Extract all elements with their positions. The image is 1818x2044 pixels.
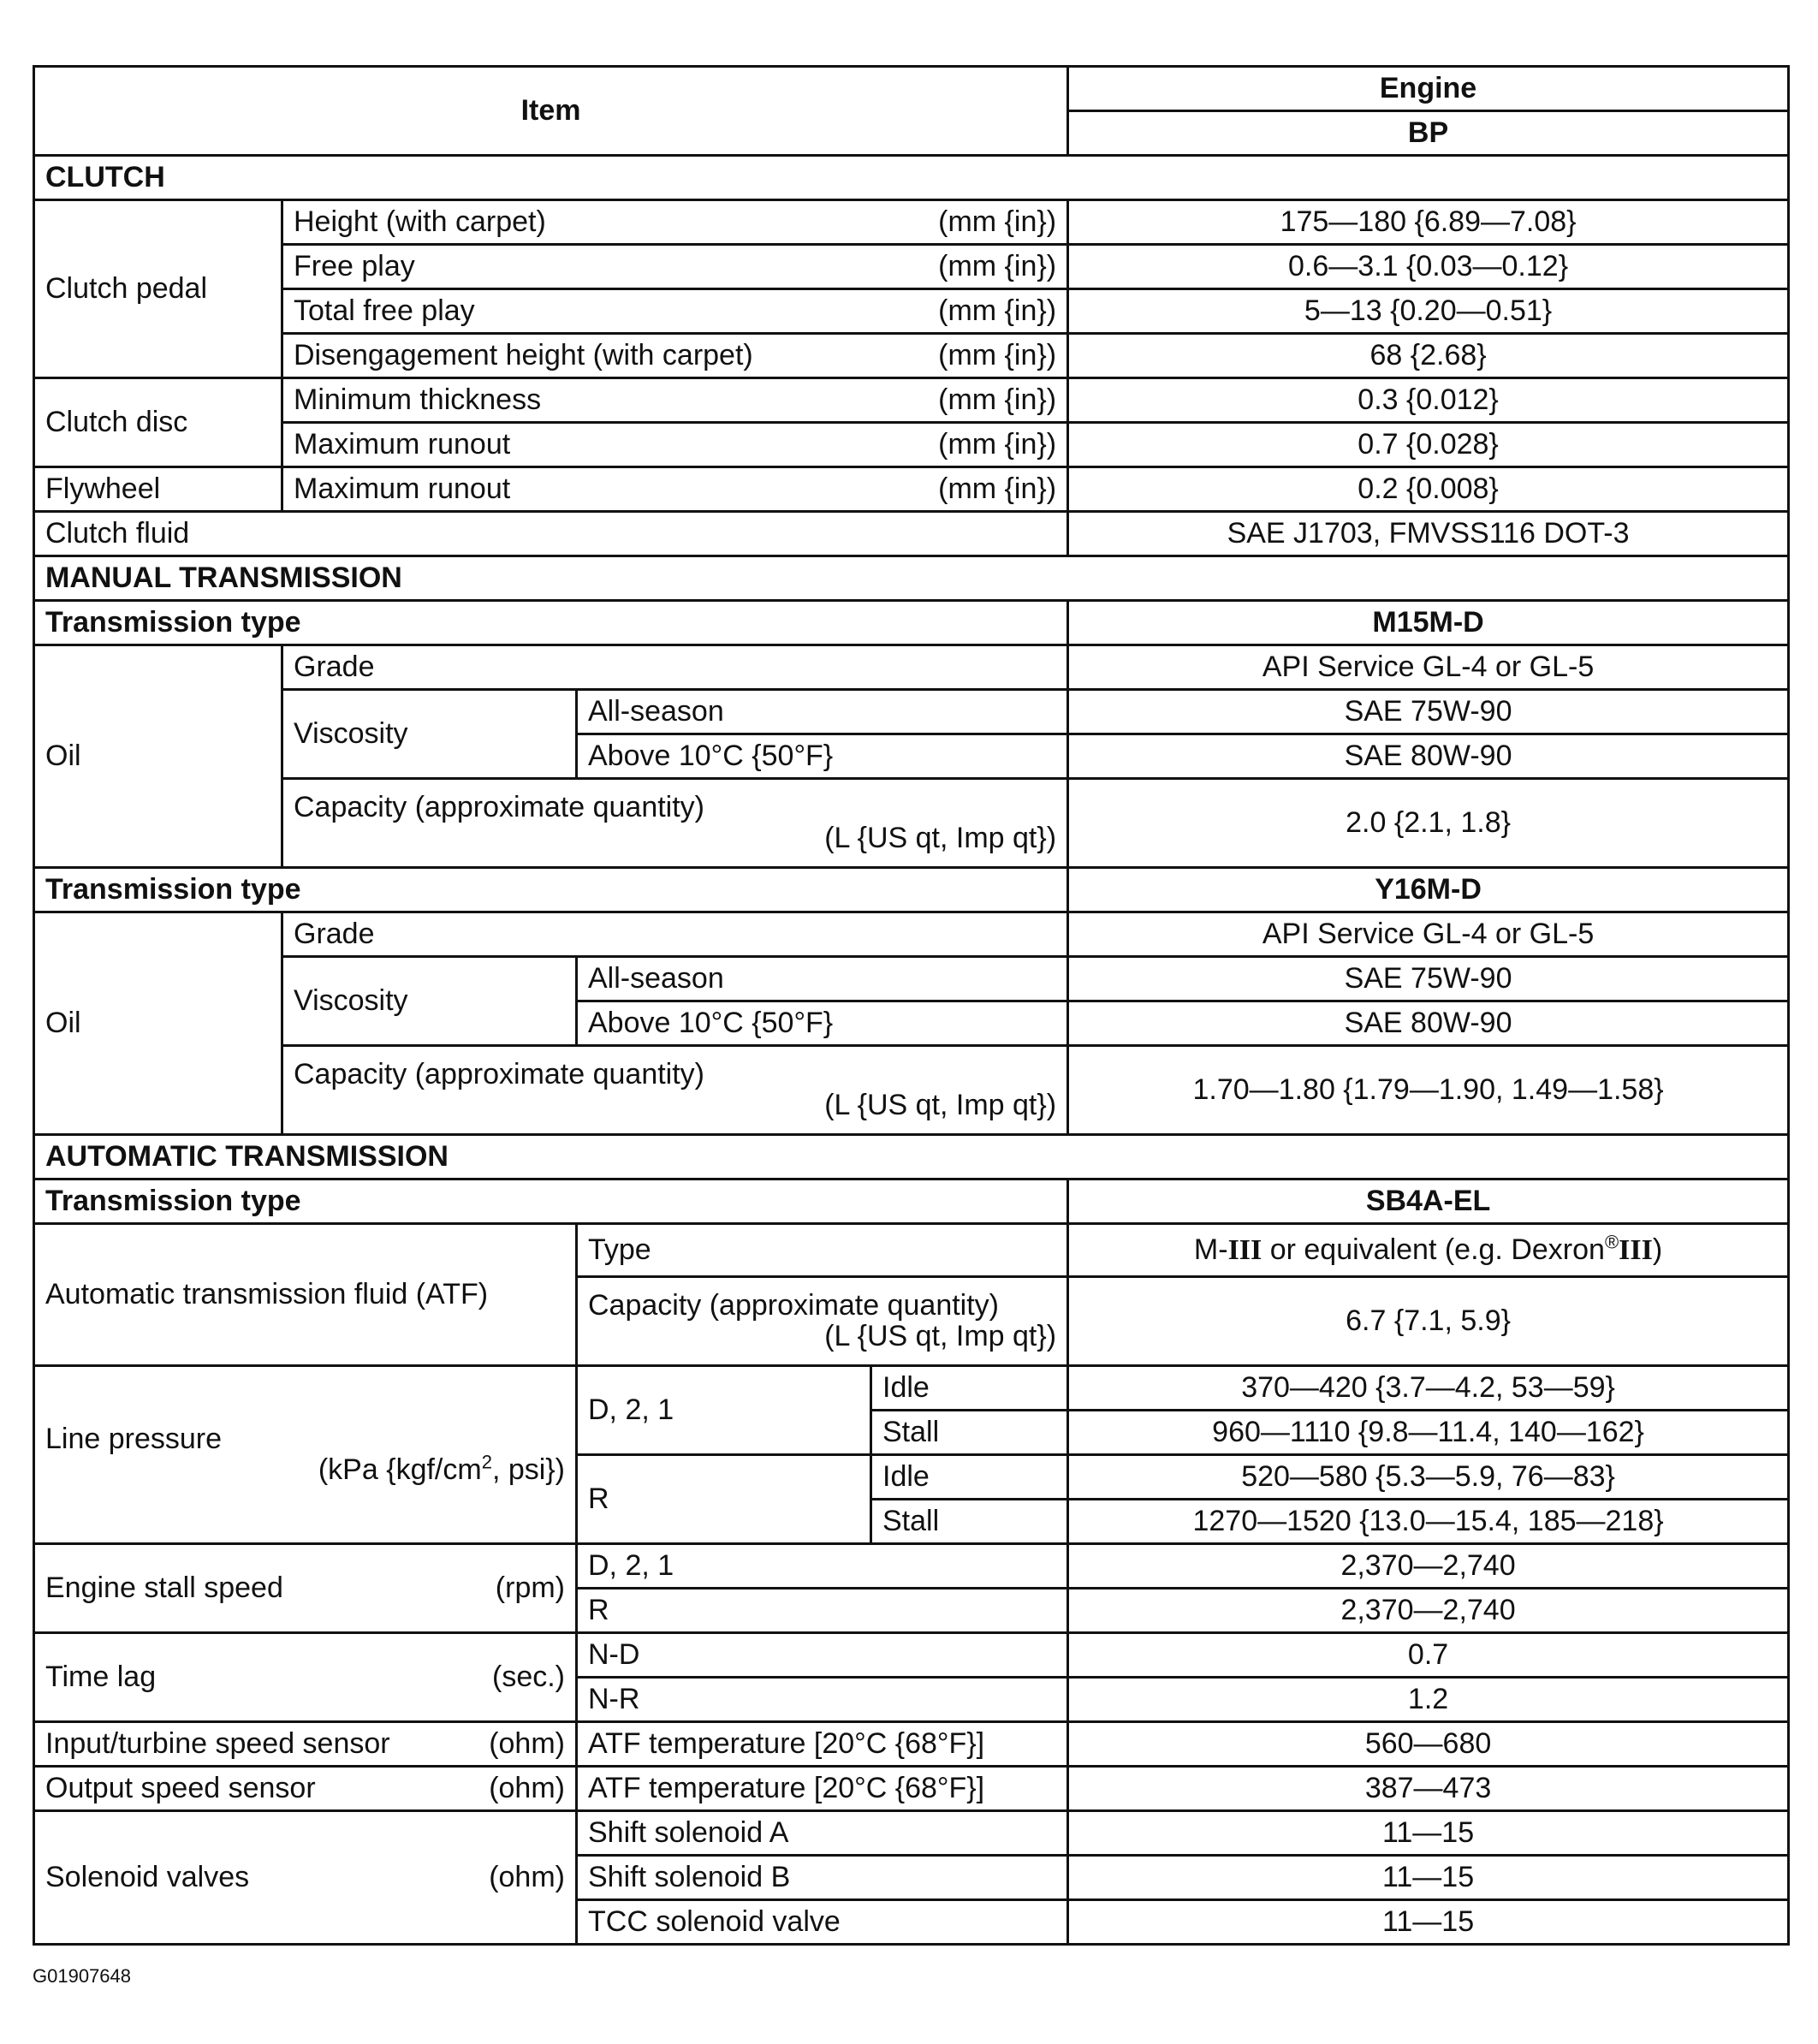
free-play-row xyxy=(282,245,1068,289)
capacity-cell xyxy=(282,1046,1068,1135)
clutch-fluid-label: Clutch fluid xyxy=(34,512,1068,556)
sol-a-label: Shift solenoid A xyxy=(577,1811,1068,1856)
m15-all-season-value: SAE 75W-90 xyxy=(1068,690,1789,734)
trans-code-y16: Y16M-D xyxy=(1068,868,1789,912)
unit-l-qt: (L {US qt, Imp qt}) xyxy=(824,821,1057,854)
section-clutch: CLUTCH xyxy=(34,156,1789,200)
spec-table xyxy=(33,65,1790,1946)
viscosity-label: Viscosity xyxy=(282,957,577,1046)
lp-d-stall-label: Stall xyxy=(871,1411,1068,1455)
nr-value: 1.2 xyxy=(1068,1678,1789,1722)
trans-type-label: Transmission type xyxy=(34,1179,1068,1224)
stall-speed-cell xyxy=(34,1544,577,1633)
capacity-label: Capacity (approximate quantity) xyxy=(294,790,705,823)
pedal-height-label: Height (with carpet) xyxy=(294,205,546,238)
atf-capacity-value: 6.7 {7.1, 5.9} xyxy=(1068,1277,1789,1366)
section-manual: MANUAL TRANSMISSION xyxy=(34,556,1789,601)
viscosity-label: Viscosity xyxy=(282,690,577,779)
atf-type-roman2: III xyxy=(1619,1233,1653,1266)
unit-rpm: (rpm) xyxy=(495,1571,565,1604)
m15-grade-value: API Service GL-4 or GL-5 xyxy=(1068,645,1789,690)
trans-type-label: Transmission type xyxy=(34,601,1068,645)
disc-runout-value: 0.7 {0.028} xyxy=(1068,423,1789,467)
input-sensor-cell xyxy=(34,1722,577,1767)
min-thick-label: Minimum thickness xyxy=(294,383,542,416)
atf-capacity-label: Capacity (approximate quantity) xyxy=(588,1288,1000,1322)
flywheel-runout-value: 0.2 {0.008} xyxy=(1068,467,1789,512)
trans-type-label: Transmission type xyxy=(34,868,1068,912)
m15-capacity-value: 2.0 {2.1, 1.8} xyxy=(1068,779,1789,868)
clutch-fluid-value: SAE J1703, FMVSS116 DOT-3 xyxy=(1068,512,1789,556)
y16-above-value: SAE 80W-90 xyxy=(1068,1001,1789,1046)
unit-mm-in: (mm {in}) xyxy=(938,338,1057,371)
unit-kpa-b: , psi}) xyxy=(491,1453,565,1486)
unit-kpa xyxy=(318,1451,565,1486)
lp-d-stall-value: 960—1110 {9.8—11.4, 140—162} xyxy=(1068,1411,1789,1455)
header-item: Item xyxy=(34,67,1068,156)
lp-d-idle-value: 370—420 {3.7—4.2, 53—59} xyxy=(1068,1366,1789,1411)
free-play-value: 0.6—3.1 {0.03—0.12} xyxy=(1068,245,1789,289)
time-lag-cell xyxy=(34,1633,577,1722)
unit-kpa-sup: 2 xyxy=(481,1451,492,1473)
m15-above-value: SAE 80W-90 xyxy=(1068,734,1789,779)
ss-d21-value: 2,370—2,740 xyxy=(1068,1544,1789,1589)
unit-sec: (sec.) xyxy=(492,1660,565,1693)
nr-label: N-R xyxy=(577,1678,1068,1722)
unit-mm-in: (mm {in}) xyxy=(938,472,1057,505)
pedal-height-value: 175—180 {6.89—7.08} xyxy=(1068,200,1789,245)
grade-label: Grade xyxy=(282,645,1068,690)
atf-type-label: Type xyxy=(577,1224,1068,1277)
y16-capacity-value: 1.70—1.80 {1.79—1.90, 1.49—1.58} xyxy=(1068,1046,1789,1135)
unit-ohm: (ohm) xyxy=(489,1726,565,1760)
disc-runout-label: Maximum runout xyxy=(294,427,511,460)
header-engine-code: BP xyxy=(1068,111,1789,156)
grade-label: Grade xyxy=(282,912,1068,957)
oil-label: Oil xyxy=(34,645,282,868)
ss-r-value: 2,370—2,740 xyxy=(1068,1589,1789,1633)
header-engine: Engine xyxy=(1068,67,1789,111)
registered-mark: ® xyxy=(1604,1231,1619,1253)
nd-value: 0.7 xyxy=(1068,1633,1789,1678)
unit-mm-in: (mm {in}) xyxy=(938,427,1057,460)
diseng-value: 68 {2.68} xyxy=(1068,334,1789,378)
solenoid-cell xyxy=(34,1811,577,1945)
input-sensor-label: Input/turbine speed sensor xyxy=(45,1726,390,1760)
all-season-label: All-season xyxy=(577,957,1068,1001)
atf-temp-label: ATF temperature [20°C {68°F}] xyxy=(577,1722,1068,1767)
sol-b-value: 11—15 xyxy=(1068,1856,1789,1900)
oil-label: Oil xyxy=(34,912,282,1135)
atf-type-end: ) xyxy=(1652,1233,1663,1266)
above-temp-label: Above 10°C {50°F} xyxy=(577,734,1068,779)
unit-ohm: (ohm) xyxy=(489,1771,565,1804)
lp-d21-label: D, 2, 1 xyxy=(577,1366,871,1455)
unit-mm-in: (mm {in}) xyxy=(938,205,1057,238)
lp-r-stall-label: Stall xyxy=(871,1500,1068,1544)
min-thick-row xyxy=(282,378,1068,423)
lp-r-idle-label: Idle xyxy=(871,1455,1068,1500)
atf-label: Automatic transmission fluid (ATF) xyxy=(34,1224,577,1366)
tcc-label: TCC solenoid valve xyxy=(577,1900,1068,1945)
free-play-label: Free play xyxy=(294,249,415,282)
y16-grade-value: API Service GL-4 or GL-5 xyxy=(1068,912,1789,957)
total-free-play-label: Total free play xyxy=(294,294,475,327)
diseng-label: Disengagement height (with carpet) xyxy=(294,338,753,371)
sol-a-value: 11—15 xyxy=(1068,1811,1789,1856)
atf-type-roman: III xyxy=(1227,1233,1262,1266)
line-pressure-cell xyxy=(34,1366,577,1544)
unit-kpa-a: (kPa {kgf/cm xyxy=(318,1453,482,1486)
input-sensor-value: 560—680 xyxy=(1068,1722,1789,1767)
capacity-cell xyxy=(282,779,1068,868)
stall-speed-label: Engine stall speed xyxy=(45,1571,283,1604)
figure-code: G01907648 xyxy=(33,1965,131,1987)
lp-r-label: R xyxy=(577,1455,871,1544)
trans-code-m15: M15M-D xyxy=(1068,601,1789,645)
atf-temp-label: ATF temperature [20°C {68°F}] xyxy=(577,1767,1068,1811)
lp-d-idle-label: Idle xyxy=(871,1366,1068,1411)
atf-type-mid: or equivalent (e.g. Dexron xyxy=(1262,1233,1605,1266)
atf-type-value xyxy=(1068,1224,1789,1277)
unit-mm-in: (mm {in}) xyxy=(938,249,1057,282)
clutch-pedal-label: Clutch pedal xyxy=(34,200,282,378)
above-temp-label: Above 10°C {50°F} xyxy=(577,1001,1068,1046)
min-thick-value: 0.3 {0.012} xyxy=(1068,378,1789,423)
sol-b-label: Shift solenoid B xyxy=(577,1856,1068,1900)
capacity-label: Capacity (approximate quantity) xyxy=(294,1057,705,1090)
atf-type-prefix: M- xyxy=(1193,1233,1228,1266)
time-lag-label: Time lag xyxy=(45,1660,157,1693)
unit-l-qt: (L {US qt, Imp qt}) xyxy=(824,1319,1057,1352)
all-season-label: All-season xyxy=(577,690,1068,734)
y16-all-season-value: SAE 75W-90 xyxy=(1068,957,1789,1001)
lp-r-idle-value: 520—580 {5.3—5.9, 76—83} xyxy=(1068,1455,1789,1500)
flywheel-runout-row xyxy=(282,467,1068,512)
line-pressure-label: Line pressure xyxy=(45,1422,223,1455)
disc-runout-row xyxy=(282,423,1068,467)
lp-r-stall-value: 1270—1520 {13.0—15.4, 185—218} xyxy=(1068,1500,1789,1544)
total-free-play-value: 5—13 {0.20—0.51} xyxy=(1068,289,1789,334)
clutch-disc-label: Clutch disc xyxy=(34,378,282,467)
output-sensor-label: Output speed sensor xyxy=(45,1771,316,1804)
unit-ohm: (ohm) xyxy=(489,1860,565,1893)
solenoid-label: Solenoid valves xyxy=(45,1860,250,1893)
atf-capacity-cell xyxy=(577,1277,1068,1366)
pedal-height-row xyxy=(282,200,1068,245)
flywheel-runout-label: Maximum runout xyxy=(294,472,511,505)
ss-d21-label: D, 2, 1 xyxy=(577,1544,1068,1589)
unit-mm-in: (mm {in}) xyxy=(938,294,1057,327)
tcc-value: 11—15 xyxy=(1068,1900,1789,1945)
unit-mm-in: (mm {in}) xyxy=(938,383,1057,416)
nd-label: N-D xyxy=(577,1633,1068,1678)
output-sensor-value: 387—473 xyxy=(1068,1767,1789,1811)
total-free-play-row xyxy=(282,289,1068,334)
trans-code-sb4a: SB4A-EL xyxy=(1068,1179,1789,1224)
output-sensor-cell xyxy=(34,1767,577,1811)
section-automatic: AUTOMATIC TRANSMISSION xyxy=(34,1135,1789,1179)
diseng-row xyxy=(282,334,1068,378)
unit-l-qt: (L {US qt, Imp qt}) xyxy=(824,1088,1057,1121)
flywheel-label: Flywheel xyxy=(34,467,282,512)
ss-r-label: R xyxy=(577,1589,1068,1633)
